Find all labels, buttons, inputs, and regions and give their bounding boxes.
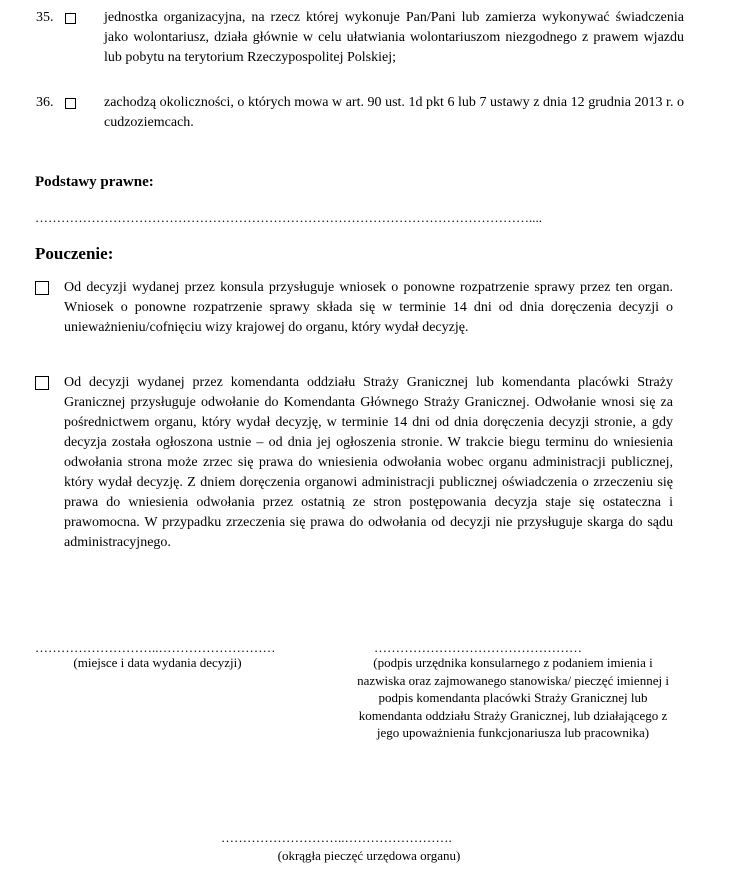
- instruction-checkbox-consul[interactable]: [35, 281, 49, 295]
- item-number: 36.: [36, 95, 54, 110]
- item-checkbox-35[interactable]: [65, 13, 76, 24]
- item-text-35: jednostka organizacyjna, na rzecz której wykonuje Pan/Pani lub zamierza wykonywać świadczenia jako wolontariusz, działa głównie w celu ułatwiania wolontariuszom niezgodnego z prawem wjazdu lub pobytu na terytorium Rzeczypospolitej Polskiej;: [104, 10, 684, 65]
- item-text-36: zachodzą okoliczności, o których mowa w art. 90 ust. 1d pkt 6 lub 7 ustawy z dnia 12 grudnia 2013 r. o cudzoziemcach.: [104, 95, 684, 130]
- legal-basis-field[interactable]: ……………………………………………………………………………………………………....: [35, 210, 542, 225]
- item-number: 35.: [36, 10, 54, 25]
- seal-field[interactable]: ………………………..…………………….: [221, 830, 452, 845]
- official-signature-caption: (podpis urzędnika konsularnego z podaniem imienia i nazwiska oraz zajmowanego stanowiska/ pieczęć imiennej i podpis komendanta placówki Straży Granicznej lub komendanta oddziału Straży Granicznej, lub działającego z jego upoważnienia funkcjonariusza lub pracownika): [357, 655, 669, 740]
- instruction-text-border-guard: Od decyzji wydanej przez komendanta oddziału Straży Granicznej lub komendanta placówki Straży Granicznej przysługuje odwołanie do Komendanta Głównego Straży Granicznej. Odwołanie wnosi się za pośrednictwem organu, który wydał decyzję, w terminie 14 dni od dnia doręczenia decyzji stronie, a gdy decyzja została ogłoszona ustnie – od dnia jej ogłoszenia stronie. W trakcie biegu terminu do wniesienia odwołania strona może zrzec się prawa do wniesienia odwołania wobec organu administracji publicznej, który wydał decyzję. Z dniem doręczenia organowi administracji publicznej oświadczenia o zrzeczeniu się prawa do wniesienia odwołania przez ostatnią ze stron postępowania decyzja staje się ostateczna i prawomocna. W przypadku zrzeczenia się prawa do odwołania od decyzji nie przysługuje skarga do sądu administracyjnego.: [64, 375, 673, 550]
- place-date-caption: (miejsce i data wydania decyzji): [73, 655, 242, 670]
- place-date-field[interactable]: ………………………..………………………: [35, 640, 276, 655]
- item-checkbox-36[interactable]: [65, 98, 76, 109]
- instruction-heading: Pouczenie:: [35, 244, 114, 263]
- official-signature-field[interactable]: …………………………………………: [374, 640, 582, 655]
- instruction-text-consul: Od decyzji wydanej przez konsula przysługuje wniosek o ponowne rozpatrzenie sprawy przez ten organ. Wniosek o ponowne rozpatrzenie sprawy składa się w terminie 14 dni od dnia doręczenia decyzji o unieważnieniu/cofnięciu wizy krajowej do organu, który wydał decyzję.: [64, 280, 673, 335]
- instruction-checkbox-border-guard[interactable]: [35, 376, 49, 390]
- legal-basis-heading: Podstawy prawne:: [35, 174, 154, 190]
- seal-caption: (okrągła pieczęć urzędowa organu): [277, 848, 461, 863]
